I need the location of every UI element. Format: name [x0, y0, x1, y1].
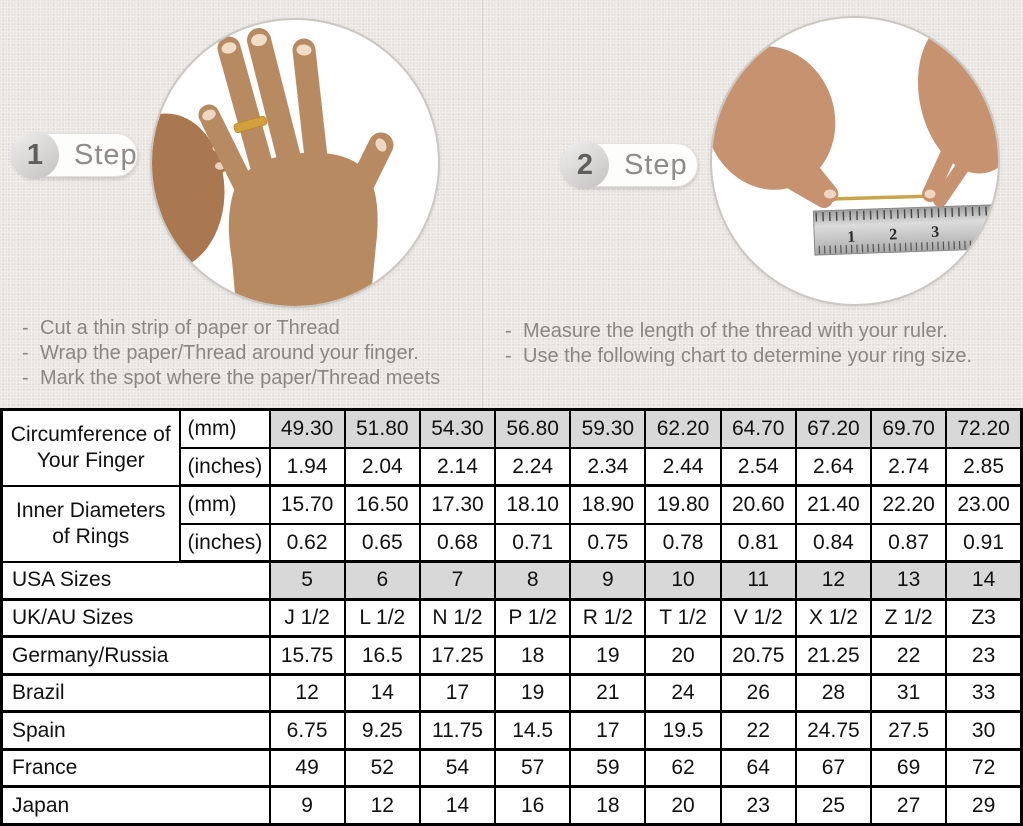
- size-cell: 67.20: [796, 410, 871, 448]
- size-cell: 15.75: [270, 637, 345, 675]
- size-cell: 21: [570, 674, 645, 712]
- size-cell: 56.80: [495, 410, 570, 448]
- size-cell: 33: [946, 674, 1021, 712]
- size-cell: 2.44: [645, 448, 720, 486]
- size-cell: 24.75: [796, 712, 871, 750]
- ring-size-table: [0, 408, 1023, 826]
- size-cell: N 1/2: [420, 599, 495, 637]
- size-cell: 2.34: [570, 448, 645, 486]
- size-cell: 12: [796, 562, 871, 600]
- size-cell: 15.70: [270, 486, 345, 524]
- size-cell: 64: [721, 749, 796, 787]
- size-cell: 2.14: [420, 448, 495, 486]
- table-row: [2, 486, 1022, 524]
- size-cell: 2.54: [721, 448, 796, 486]
- size-cell: 2.85: [946, 448, 1021, 486]
- hand-with-ring-photo: [152, 20, 438, 306]
- size-cell: 54: [420, 749, 495, 787]
- size-cell: 0.75: [570, 524, 645, 562]
- size-cell: 16.50: [345, 486, 420, 524]
- dash-bullet: -: [22, 317, 29, 339]
- size-cell: J 1/2: [270, 599, 345, 637]
- size-cell: 24: [645, 674, 720, 712]
- dash-bullet: -: [22, 367, 29, 389]
- size-cell: 19.5: [645, 712, 720, 750]
- size-cell: 19.80: [645, 486, 720, 524]
- size-cell: 22.20: [871, 486, 946, 524]
- size-cell: 22: [721, 712, 796, 750]
- size-cell: 0.84: [796, 524, 871, 562]
- step-2-badge: [562, 143, 698, 187]
- size-cell: 6: [345, 562, 420, 600]
- size-cell: 12: [270, 674, 345, 712]
- size-cell: 18: [495, 637, 570, 675]
- size-cell: P 1/2: [495, 599, 570, 637]
- size-cell: 17: [570, 712, 645, 750]
- unit-label: (mm): [180, 410, 270, 448]
- size-cell: 23: [721, 787, 796, 825]
- size-cell: 9: [570, 562, 645, 600]
- size-cell: V 1/2: [721, 599, 796, 637]
- step-2-instructions: [505, 319, 972, 369]
- size-cell: 12: [345, 787, 420, 825]
- size-cell: 21.25: [796, 637, 871, 675]
- step-1-badge: [12, 133, 138, 177]
- section-divider: [482, 0, 483, 408]
- size-cell: 2.24: [495, 448, 570, 486]
- size-cell: 17.25: [420, 637, 495, 675]
- size-cell: 8: [495, 562, 570, 600]
- size-cell: 14: [345, 674, 420, 712]
- table-row: [2, 787, 1022, 825]
- size-cell: T 1/2: [645, 599, 720, 637]
- row-label: Japan: [2, 787, 270, 825]
- dash-bullet: -: [505, 320, 512, 342]
- size-chart-body: [2, 410, 1022, 825]
- size-cell: 0.78: [645, 524, 720, 562]
- size-cell: 52: [345, 749, 420, 787]
- ruler-number-2: 2: [888, 226, 898, 244]
- size-cell: 62: [645, 749, 720, 787]
- size-cell: 1.94: [270, 448, 345, 486]
- table-row: [2, 410, 1022, 448]
- size-chart-section: [0, 408, 1023, 826]
- size-cell: 30: [946, 712, 1021, 750]
- size-cell: 16: [495, 787, 570, 825]
- row-label: Spain: [2, 712, 270, 750]
- step-2-photo-circle: [710, 16, 1000, 306]
- instruction-line: [505, 319, 972, 344]
- dash-bullet: -: [22, 342, 29, 364]
- table-row: [2, 562, 1022, 600]
- measuring-thread-photo: [712, 18, 998, 304]
- size-cell: 6.75: [270, 712, 345, 750]
- size-cell: 20.60: [721, 486, 796, 524]
- size-cell: 72: [946, 749, 1021, 787]
- size-cell: 28: [796, 674, 871, 712]
- size-cell: 31: [871, 674, 946, 712]
- row-label: USA Sizes: [2, 562, 270, 600]
- group-label: Inner Diameters of Rings: [2, 486, 180, 562]
- size-cell: 29: [946, 787, 1021, 825]
- step-2-label: Step: [624, 148, 688, 181]
- size-cell: 19: [495, 674, 570, 712]
- size-cell: Z3: [946, 599, 1021, 637]
- instruction-text: Wrap the paper/Thread around your finger.: [40, 342, 419, 364]
- dash-bullet: -: [505, 345, 512, 367]
- size-cell: 0.65: [345, 524, 420, 562]
- size-cell: 20.75: [721, 637, 796, 675]
- size-cell: 0.91: [946, 524, 1021, 562]
- size-cell: 25: [796, 787, 871, 825]
- size-cell: 9: [270, 787, 345, 825]
- table-row: [2, 599, 1022, 637]
- size-cell: 49: [270, 749, 345, 787]
- size-cell: 51.80: [345, 410, 420, 448]
- size-cell: 49.30: [270, 410, 345, 448]
- unit-label: (inches): [180, 448, 270, 486]
- size-cell: 13: [871, 562, 946, 600]
- size-cell: 18.10: [495, 486, 570, 524]
- size-cell: 0.71: [495, 524, 570, 562]
- size-cell: 14.5: [495, 712, 570, 750]
- size-cell: 23: [946, 637, 1021, 675]
- size-cell: 26: [721, 674, 796, 712]
- size-cell: 59.30: [570, 410, 645, 448]
- instruction-text: Use the following chart to determine your ring size.: [523, 345, 973, 367]
- size-cell: X 1/2: [796, 599, 871, 637]
- size-cell: 5: [270, 562, 345, 600]
- size-cell: 69.70: [871, 410, 946, 448]
- size-cell: 69: [871, 749, 946, 787]
- instruction-text: Measure the length of the thread with your ruler.: [523, 320, 948, 342]
- size-cell: 20: [645, 787, 720, 825]
- ruler-icon: [813, 204, 998, 255]
- size-cell: 21.40: [796, 486, 871, 524]
- size-cell: 18: [570, 787, 645, 825]
- ruler-number-1: 1: [846, 228, 856, 246]
- size-cell: 16.5: [345, 637, 420, 675]
- size-cell: 19: [570, 637, 645, 675]
- size-cell: 11.75: [420, 712, 495, 750]
- instruction-line: [22, 316, 440, 341]
- size-cell: 11: [721, 562, 796, 600]
- size-cell: 2.04: [345, 448, 420, 486]
- size-cell: 54.30: [420, 410, 495, 448]
- size-cell: L 1/2: [345, 599, 420, 637]
- how-to-measure-section: [0, 0, 1023, 408]
- size-cell: 14: [946, 562, 1021, 600]
- table-row: [2, 637, 1022, 675]
- instruction-text: Mark the spot where the paper/Thread meets: [40, 367, 441, 389]
- size-cell: 0.62: [270, 524, 345, 562]
- size-cell: Z 1/2: [871, 599, 946, 637]
- step-1-photo-circle: [150, 18, 440, 308]
- unit-label: (inches): [180, 524, 270, 562]
- size-cell: 10: [645, 562, 720, 600]
- size-cell: 2.74: [871, 448, 946, 486]
- row-label: France: [2, 749, 270, 787]
- size-cell: 2.64: [796, 448, 871, 486]
- step-1-instructions: [22, 316, 440, 391]
- instruction-line: [22, 341, 440, 366]
- row-label: UK/AU Sizes: [2, 599, 270, 637]
- size-cell: 67: [796, 749, 871, 787]
- size-cell: 0.68: [420, 524, 495, 562]
- size-cell: 59: [570, 749, 645, 787]
- size-cell: 7: [420, 562, 495, 600]
- size-cell: 18.90: [570, 486, 645, 524]
- size-cell: 9.25: [345, 712, 420, 750]
- size-cell: 27.5: [871, 712, 946, 750]
- instruction-line: [505, 344, 972, 369]
- step-1-number: 1: [11, 131, 59, 179]
- row-label: Brazil: [2, 674, 270, 712]
- instruction-text: Cut a thin strip of paper or Thread: [40, 317, 340, 339]
- table-row: [2, 674, 1022, 712]
- size-cell: 17.30: [420, 486, 495, 524]
- instruction-line: [22, 366, 440, 391]
- size-cell: 27: [871, 787, 946, 825]
- row-label: Germany/Russia: [2, 637, 270, 675]
- size-cell: 23.00: [946, 486, 1021, 524]
- step-1-label: Step: [74, 138, 138, 171]
- table-row: [2, 749, 1022, 787]
- size-cell: 22: [871, 637, 946, 675]
- size-cell: 0.87: [871, 524, 946, 562]
- group-label: Circumference of Your Finger: [2, 410, 180, 486]
- size-cell: 0.81: [721, 524, 796, 562]
- size-cell: 62.20: [645, 410, 720, 448]
- table-row: [2, 712, 1022, 750]
- ruler-number-3: 3: [930, 223, 940, 241]
- size-cell: 72.20: [946, 410, 1021, 448]
- size-cell: 57: [495, 749, 570, 787]
- size-cell: 17: [420, 674, 495, 712]
- unit-label: (mm): [180, 486, 270, 524]
- step-2-number: 2: [561, 141, 609, 189]
- size-cell: 14: [420, 787, 495, 825]
- size-cell: 20: [645, 637, 720, 675]
- size-cell: 64.70: [721, 410, 796, 448]
- size-cell: R 1/2: [570, 599, 645, 637]
